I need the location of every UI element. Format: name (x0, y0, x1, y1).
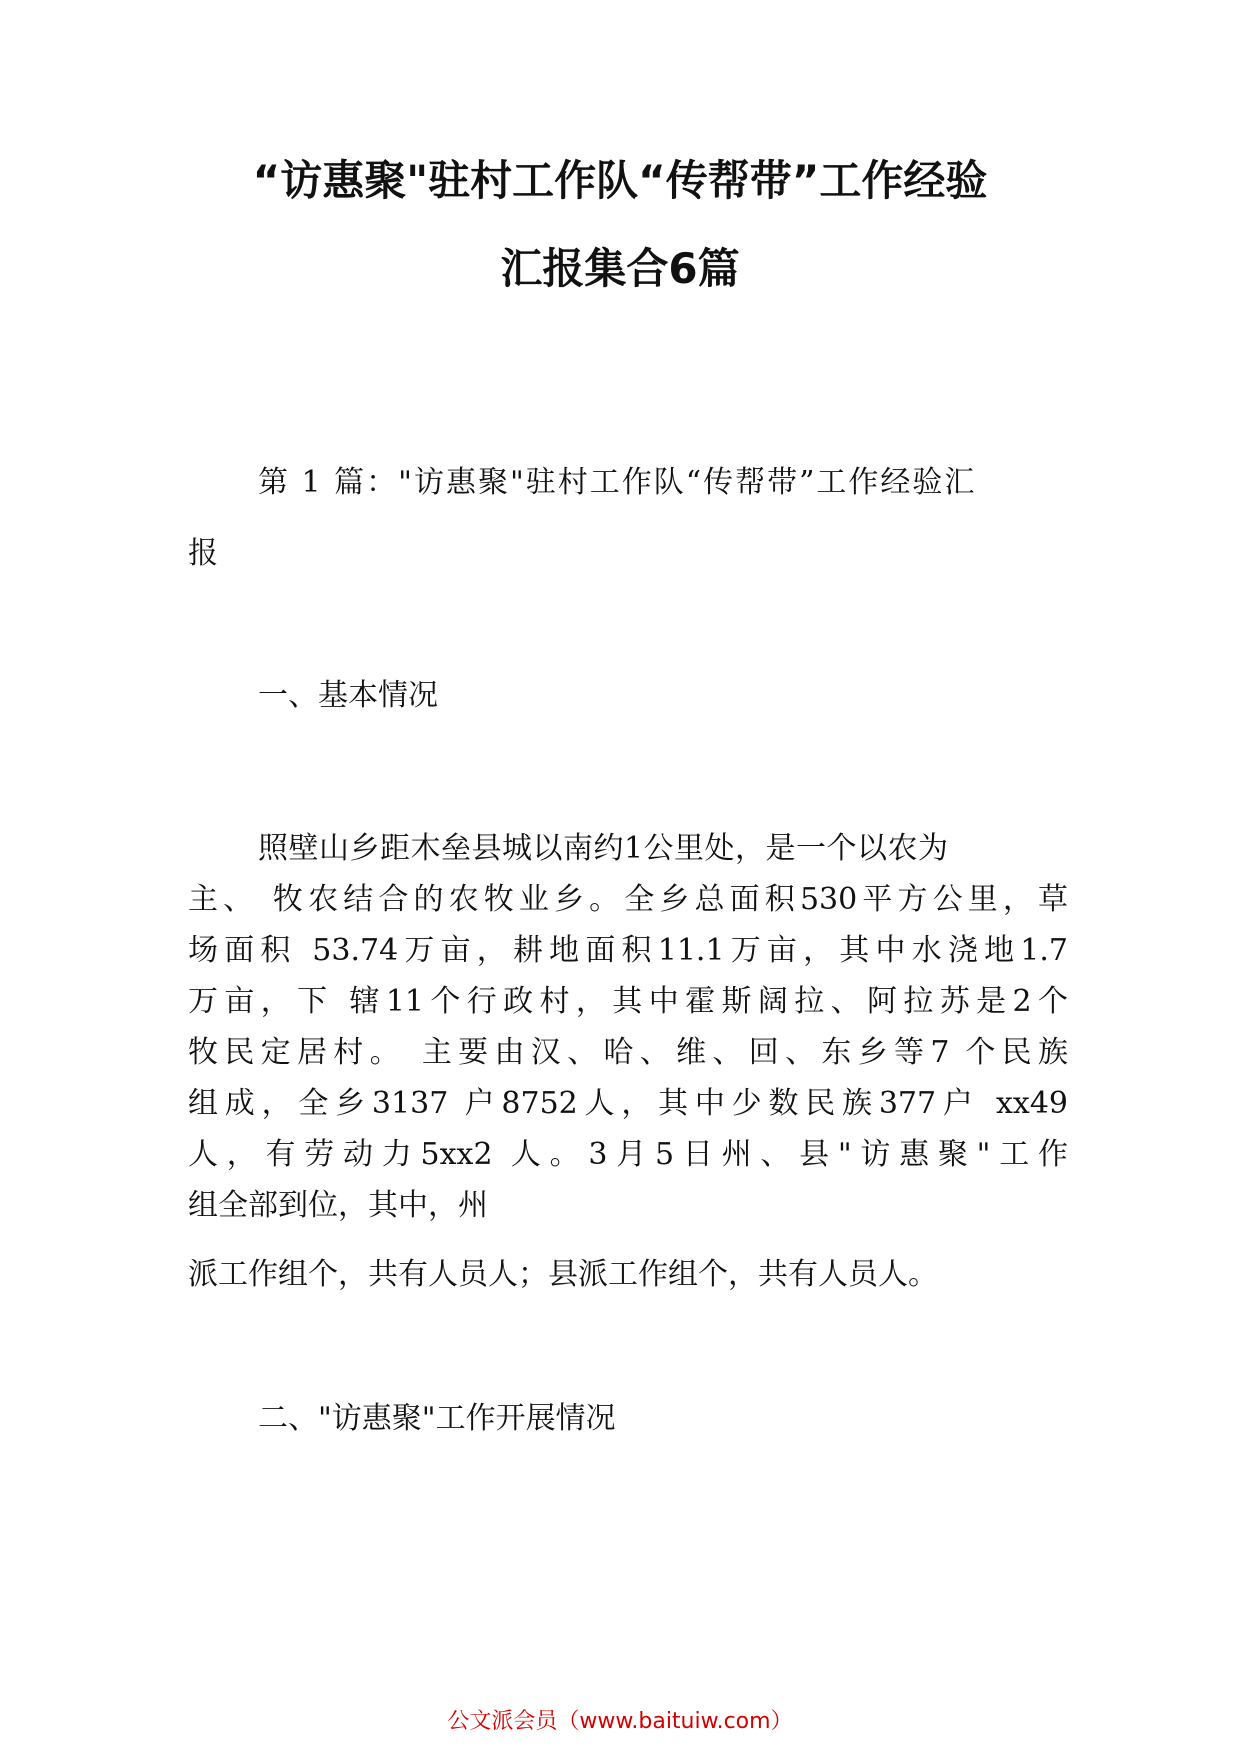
paragraph-line: 牧民定居村。 主要由汉、哈、维、回、东乡等7 个民族 (188, 1035, 1068, 1070)
paragraph-line: 组全部到位，其中，州 (188, 1188, 488, 1223)
paragraph-line: 场面积 53.74万亩，耕地面积11.1万亩，其中水浇地1.7 (188, 933, 1068, 968)
chapter-heading-line-1: 第 1 篇："访惠聚"驻村工作队“传帮带”工作经验汇 (258, 465, 977, 500)
section-heading-progress: 二、"访惠聚"工作开展情况 (258, 1401, 616, 1436)
paragraph-line: 组成，全乡3137 户8752人，其中少数民族377户 xx49 (188, 1086, 1068, 1121)
paragraph-line: 照壁山乡距木垒县城以南约1公里处，是一个以农为 (258, 831, 948, 866)
document-title-line-2: 汇报集合6篇 (500, 244, 740, 293)
paragraph-two: 派工作组个，共有人员人；县派工作组个，共有人员人。 (188, 1257, 938, 1292)
chapter-heading-line-2: 报 (188, 536, 218, 571)
document-title-line-1: “访惠聚"驻村工作队“传帮带”工作经验 (252, 156, 988, 205)
paragraph-line: 万亩，下 辖11个行政村，其中霍斯阔拉、阿拉苏是2个 (188, 984, 1068, 1019)
section-heading-basic: 一、基本情况 (258, 678, 438, 713)
paragraph-line: 主、 牧农结合的农牧业乡。全乡总面积530平方公里，草 (188, 882, 1068, 917)
footer-watermark: 公文派会员（www.baituiw.com） (447, 1709, 793, 1734)
paragraph-line: 人，有劳动力5xx2 人。3月5日州、县"访惠聚"工作 (188, 1137, 1068, 1172)
